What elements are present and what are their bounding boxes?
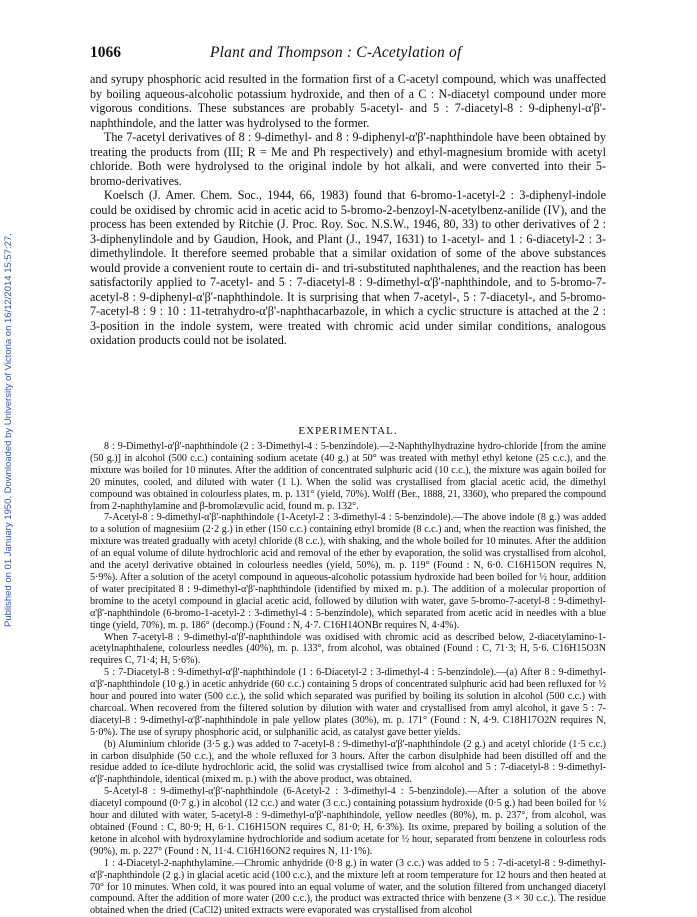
page-header [90, 44, 606, 64]
paragraph: Koelsch (J. Amer. Chem. Soc., 1944, 66, 1983) found that 6-bromo-1-acetyl-2 : 3-diphenyl-indole could be oxidised by chromic acid in acetic acid to 5-bromo-2-benzoyl-N-acetylbenz-anilide (IV), and the process has been extended by Ritchie (J. Proc. Roy. Soc. N.S.W., 1946, 80, 33) to other derivatives of 2 : 3-diphenylindole and by Gaudion, Hook, and Plant (J., 1947, 1631) to 1-acetyl- and 1 : 6-diacetyl-2 : 3-dimethylindole. It therefore seemed probable that a similar oxidation of some of the above substances would provide a convenient route to certain di- and tri-substituted naphthalenes, and the reaction has been satisfactorily applied to 7-acetyl- and 5 : 7-diacetyl-8 : 9-dimethyl-α'β'-naphthindole, and to 5-bromo-7-acetyl-8 : 9-diphenyl-α'β'-naphthindole. It is surprising that when 7-acetyl-, 5 : 7-diacetyl-, and 5-bromo-7-acetyl-8 : 9 : 10 : 11-tetrahydro-α'β'-naphthacarbazole, in which a cyclic structure is attached at the 2 : 3-position in the indole system, were treated with chromic acid under similar conditions, analogous oxidation products could not be isolated. [90, 188, 606, 347]
paragraph: and syrupy phosphoric acid resulted in the formation first of a C-acetyl compound, which was unaffected by boiling aqueous-alcoholic potassium hydroxide, and then of a C : N-diacetyl compound under more vigorous conditions. These substances are probably 5-acetyl- and 5 : 7-diacetyl-8 : 9-diphenyl-α'β'-naphthindole, and the latter was hydrolysed to the former. [90, 72, 606, 130]
intro-text [90, 72, 606, 348]
paragraph: (b) Aluminium chloride (3·5 g.) was added to 7-acetyl-8 : 9-dimethyl-α'β'-naphthindole (2 g.) and acetyl chloride (1·5 c.c.) in carbon disulphide (50 c.c.), and the whole refluxed for 3 hours. After the carbon disulphide had been distilled off and the residue added to ice-dilute hydrochloric acid, the solid was crystallised twice from alcohol and 5 : 7-diacetyl-8 : 9-dimethyl-α'β'-naphthindole, identical (mixed m. p.) with the above product, was obtained. [90, 738, 606, 786]
paragraph: 1 : 4-Diacetyl-2-naphthylamine.—Chromic anhydride (0·8 g.) in water (3 c.c.) was added to 5 : 7-di-acetyl-8 : 9-dimethyl-α'β'-naphthindole (2 g.) in glacial acetic acid (100 c.c.), and the mixture left at room temperature for 12 hours and then heated at 70° for 10 minutes. When cold, it was poured into an equal volume of water, and the solution filtered from unchanged diacetyl compound. After the addition of more water (200 c.c.), the product was extracted thrice with benzene (3 × 30 c.c.). The residue obtained when the dried (CaCl2) united extracts were evaporated was crystallised from alcohol [90, 857, 606, 917]
experimental-text [90, 441, 606, 917]
paragraph: 8 : 9-Dimethyl-α'β'-naphthindole (2 : 3-Dimethyl-4 : 5-benzindole).—2-Naphthylhydrazine hydro-chloride [from the amine (50 g.)] in alcohol (500 c.c.) containing sodium acetate (40 g.) at 50° was treated with methyl ethyl ketone (25 c.c.), and the mixture was boiled for 10 minutes. After the addition of concentrated sulphuric acid (10 c.c.), the mixture was again boiled for 20 minutes, cooled, and diluted with water (1 l.). When the solid was crystallised from glacial acetic acid, the dimethyl compound was obtained in colourless plates, m. p. 131° (yield, 70%). Wolff (Ber., 1888, 21, 3360), who prepared the compound from 2-naphthylamine and β-bromolævulic acid, found m. p. 132°. [90, 441, 606, 512]
download-notice: Published on 01 January 1950. Downloaded by University of Victoria on 16/12/2014 15:57:27. [3, 233, 14, 627]
running-title: Plant and Thompson : C-Acetylation of [210, 44, 462, 61]
paragraph: 5 : 7-Diacetyl-8 : 9-dimethyl-α'β'-naphthindole (1 : 6-Diacetyl-2 : 3-dimethyl-4 : 5-benzindole).—(a) After 8 : 9-dimethyl-α'β'-naphthindole (10 g.) in acetic anhydride (60 c.c.) containing 5 drops of concentrated sulphuric acid had been refluxed for ½ hour and poured into water (500 c.c.), the solid which separated was purified by boiling its solution in alcohol (500 c.c.) with charcoal. When recovered from the filtered solution by dilution with water and crystallised from amyl alcohol, it gave 5 : 7-diacetyl-8 : 9-dimethyl-α'β'-naphthindole in pale yellow plates (30%), m. p. 171° (Found : N, 4·9. C18H17O2N requires N, 5·0%). The use of syrupy phosphoric acid, or sulphanilic acid, as catalyst gave better yields. [90, 667, 606, 738]
paragraph: 7-Acetyl-8 : 9-dimethyl-α'β'-naphthindole (1-Acetyl-2 : 3-dimethyl-4 : 5-benzindole).—The above indole (8 g.) was added to a solution of magnesium (2·2 g.) in ether (150 c.c.) containing ethyl bromide (8 c.c.) and, when the reaction was finished, the mixture was treated gradually with acetyl chloride (8 c.c.), with shaking, and the whole boiled for 10 minutes. After the addition of an equal volume of dilute hydrochloric acid and removal of the ether by evaporation, the solid was crystallised from alcohol, and the acetyl derivative obtained in colourless needles (yield, 50%), m. p. 119° (Found : N, 6·0. C16H15ON requires N, 5·9%). After a solution of the acetyl compound in aqueous-alcoholic potassium hydroxide had been boiled for ½ hour, addition of water precipitated 8 : 9-dimethyl-α'β'-naphthindole (identified by mixed m. p.). The addition of a molecular proportion of bromine to the acetyl compound in glacial acetic acid, followed by dilution with water, gave 5-bromo-7-acetyl-8 : 9-dimethyl-α'β'-naphthindole (6-bromo-1-acetyl-2 : 3-dimethyl-4 : 5-benzindole), which separated from acetic acid in needles with a blue tinge (yield, 70%), m. p. 186° (decomp.) (Found : N, 4·7. C16H14ONBr requires N, 4·4%). [90, 512, 606, 631]
paragraph: 5-Acetyl-8 : 9-dimethyl-α'β'-naphthindole (6-Acetyl-2 : 3-dimethyl-4 : 5-benzindole).—After a solution of the above diacetyl compound (0·7 g.) in alcohol (12 c.c.) and water (3 c.c.) containing potassium hydroxide (0·5 g.) had been boiled for ½ hour and diluted with water, 5-acetyl-8 : 9-dimethyl-α'β'-naphthindole, yellow needles (80%), m. p. 237°, from alcohol, was obtained (Found : C, 80·9; H, 6·1. C16H15ON requires C, 81·0; H, 6·3%). Its oxime, prepared by boiling a solution of the ketone in alcohol with hydroxylamine hydrochloride and sodium acetate for ½ hour, separated from benzene in colourless rods (90%), m. p. 227° (Found : N, 11·4. C16H16ON2 requires N, 11·1%). [90, 786, 606, 857]
paragraph: The 7-acetyl derivatives of 8 : 9-dimethyl- and 8 : 9-diphenyl-α'β'-naphthindole have been obtained by treating the products from (III; R = Me and Ph respectively) and ethyl-magnesium bromide with acetyl chloride. Both were hydrolysed to the original indole by hot alkali, and were converted into their 5-bromo-derivatives. [90, 130, 606, 188]
section-heading: EXPERIMENTAL. [298, 425, 398, 437]
page-number: 1066 [90, 44, 121, 61]
paragraph: When 7-acetyl-8 : 9-dimethyl-α'β'-naphthindole was oxidised with chromic acid as described below, 2-diacetylamino-1-acetylnaphthalene, colourless needles (40%), m. p. 133°, from alcohol, was obtained (Found : C, 71·3; H, 5·6. C16H15O3N requires C, 71·4; H, 5·6%). [90, 631, 606, 667]
